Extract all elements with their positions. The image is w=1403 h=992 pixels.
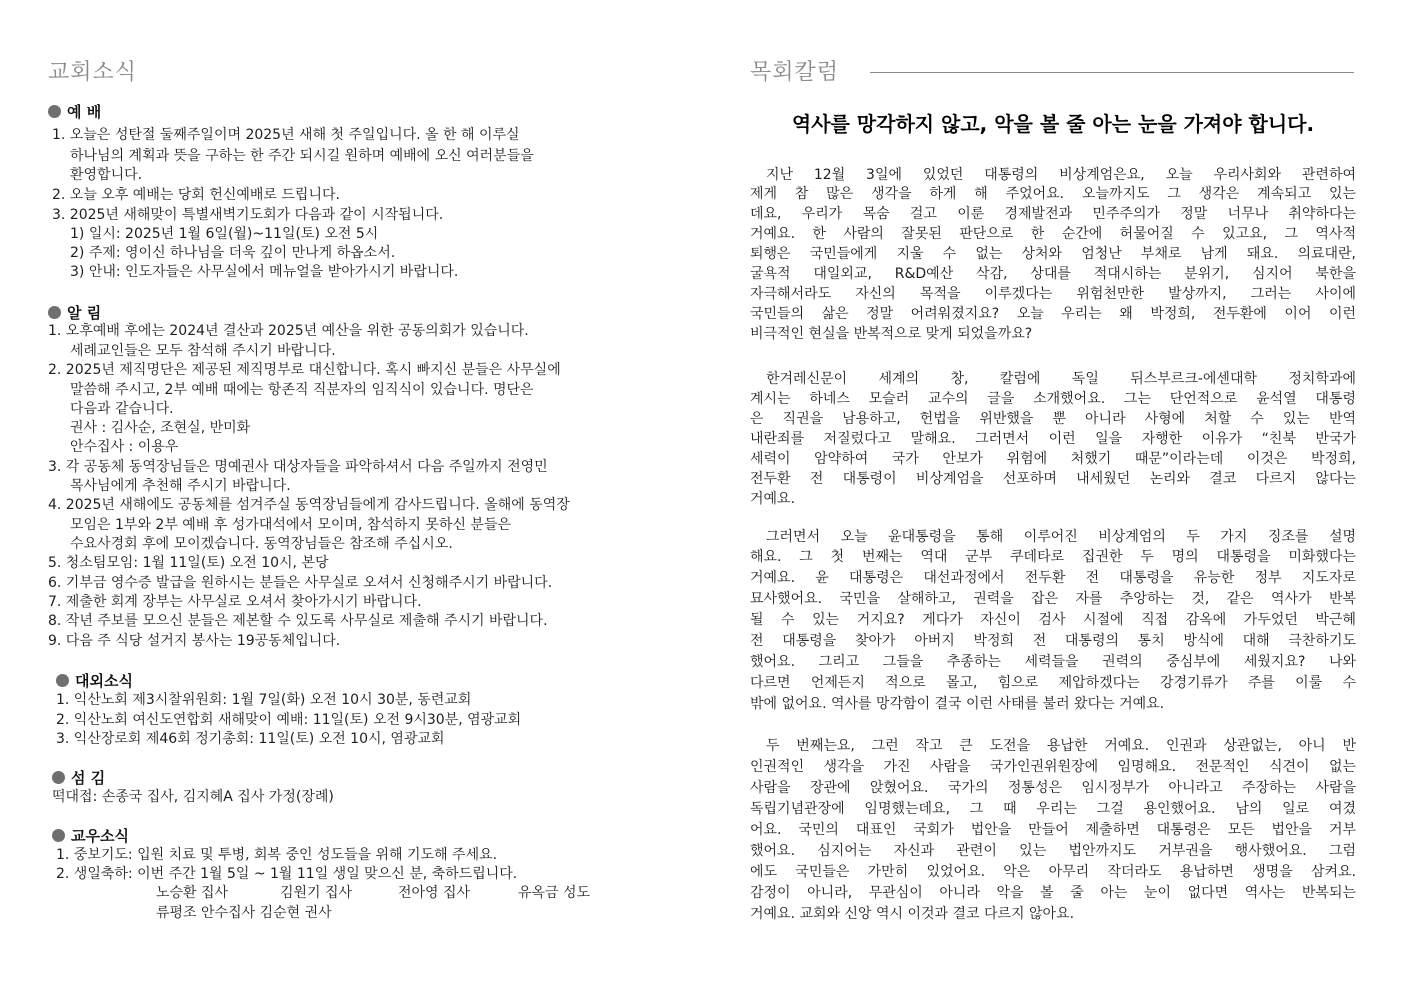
worship-line: 3) 안내: 인도자들은 사무실에서 메뉴얼을 받아가시기 바랍니다. [70, 264, 459, 280]
column-line: 은 직권을 남용하고, 헌법을 위반했을 뿐 아니라 사형에 처할 수 있는 반역 [750, 411, 1356, 427]
column-headline: 역사를 망각하지 않고, 악을 볼 줄 아는 눈을 가져야 합니다. [791, 112, 1315, 136]
members-news-heading: 교우소식 [52, 825, 129, 846]
column-line: 그러면서 오늘 윤대통령을 통해 이루어진 비상계엄의 두 가지 징조를 설명 [766, 529, 1356, 545]
notice-line: 모임은 1부와 2부 예배 후 성가대석에서 모이며, 참석하지 못하신 분들은 [70, 517, 511, 533]
bullet-icon [52, 829, 65, 842]
notice-line: 말씀해 주시고, 2부 예배 때에는 항존직 직분자의 임직식이 있습니다. 명단은 [70, 382, 534, 398]
worship-line: 3. 2025년 새해맞이 특별새벽기도회가 다음과 같이 시작됩니다. [52, 207, 444, 223]
external-news-line: 1. 익산노회 제3시찰위원회: 1월 7일(화) 오전 10시 30분, 동련교회 [56, 692, 472, 708]
notice-line: 다음과 같습니다. [70, 401, 174, 417]
column-line: 했어요. 그리고 그들을 추종하는 세력들을 권력의 중심부에 세웠지요? 나와 [750, 654, 1356, 670]
column-line: 내란죄를 저질렀다고 말해요. 그러면서 이런 일을 자행한 이유가 “친북 반국가 [750, 431, 1356, 447]
column-line: 거예요. [750, 491, 796, 507]
column-line: 계시는 하네스 모슬러 교수의 글을 소개했어요. 그는 단언적으로 윤석열 대통령 [750, 391, 1356, 407]
notice-line: 세례교인들은 모두 참석해 주시기 바랍니다. [70, 343, 336, 359]
column-line: 거예요. 교회와 신앙 역시 이것과 결코 다르지 않아요. [750, 906, 1075, 922]
notice-line: 5. 청소팀모임: 1월 11일(토) 오전 10시, 본당 [48, 555, 329, 571]
column-line: 굴욕적 대일외교, R&D예산 삭감, 상대를 적대시하는 분위기, 심지어 북한을 [750, 266, 1356, 282]
column-line: 국민들의 삶은 정말 어려워졌지요? 오늘 우리는 왜 박정희, 전두환에 이어 이런 [750, 306, 1356, 322]
birthday-name: 김원기 집사 [280, 885, 353, 901]
notice-line: 목사님에게 추천해 주시기 바랍니다. [70, 478, 291, 494]
notice-line: 4. 2025년 새해에도 공동체를 섬겨주실 동역장님들에게 감사드립니다. 올해에 동역장 [48, 497, 570, 513]
notice-line: 8. 작년 주보를 모으신 분들은 제본할 수 있도록 사무실로 제출해 주시기 바랍니다. [48, 613, 548, 629]
column-line: 제게 참 많은 생각을 하게 해 주었어요. 오늘까지도 그 생각은 계속되고 있는 [750, 186, 1356, 202]
birthday-name: 노승환 집사 [156, 885, 229, 901]
column-line: 에도 국민들은 가만히 있었어요. 악은 아무리 작더라도 용납하면 생명을 삼켜요. [750, 864, 1356, 880]
column-line: 비극적인 현실을 반복적으로 맞게 되었을까요? [750, 326, 1033, 342]
worship-line: 1) 일시: 2025년 1월 6일(월)~11일(토) 오전 5시 [70, 226, 379, 242]
pastor-column-title: 목회칼럼 [750, 60, 840, 85]
birthday-name: 류평조 안수집사 김순현 권사 [156, 905, 332, 921]
column-line: 될 수 있는 거지요? 게다가 자신이 검사 시절에 직접 감옥에 가두었던 박근혜 [750, 612, 1356, 628]
worship-line: 하나님의 계획과 뜻을 구하는 한 주간 되시길 원하며 예배에 오신 여러분들을 [70, 148, 534, 164]
notice-line: 2. 2025년 제직명단은 제공된 제직명부로 대신합니다. 혹시 빠지신 분들은 사무실에 [48, 362, 561, 378]
notice-line: 권사 : 김사순, 조현실, 반미화 [70, 420, 251, 436]
column-line: 두 번째는요, 그런 작고 큰 도전을 용납한 거예요. 인권과 상관없는, 아니 반 [766, 738, 1356, 754]
notice-line: 7. 제출한 회계 장부는 사무실로 오셔서 찾아가시기 바랍니다. [48, 594, 422, 610]
notice-heading: 알 림 [48, 302, 101, 323]
column-line: 데요, 우리가 목숨 걸고 이룬 경제발전과 민주주의가 정말 너무나 취약하다는 [750, 206, 1356, 222]
church-news-title: 교회소식 [48, 60, 138, 85]
column-line: 지난 12월 3일에 있었던 대통령의 비상계엄은요, 오늘 우리사회와 관련하여 [766, 167, 1356, 183]
external-news-line: 3. 익산장로회 제46회 정기총회: 11일(토) 오전 10시, 염광교회 [56, 731, 445, 747]
column-line: 어요. 국민의 대표인 국회가 법안을 만들어 제출하면 대통령은 모든 법안을 거부 [750, 822, 1356, 838]
members-news-line: 2. 생일축하: 이번 주간 1월 5일 ~ 1월 11일 생일 맞으신 분, 축하드립니다. [56, 866, 518, 882]
church-news-page [48, 0, 668, 992]
column-line: 인권적인 생각을 가진 사람을 국가인권위원장에 임명해요. 전문적인 식견이 없는 [750, 759, 1356, 775]
worship-heading: 예 배 [48, 101, 101, 122]
column-line: 퇴행은 국민들에게 지울 수 없는 상처와 엄청난 부채로 남게 돼요. 의료대란, [750, 246, 1356, 262]
column-line: 다르면 언제든지 적으로 몰고, 힘으로 제압하겠다는 강경기류가 주를 이룰 수 [750, 675, 1356, 691]
worship-line: 2) 주제: 영이신 하나님을 더욱 깊이 만나게 하옵소서. [70, 245, 396, 261]
column-line: 자극해서라도 자신의 목적을 이루겠다는 위험천만한 발상까지, 그러는 사이에 [750, 286, 1356, 302]
bullet-icon [48, 105, 61, 118]
column-line: 해요. 그 첫 번째는 역대 군부 쿠데타로 집권한 두 명의 대통령을 미화했다는 [750, 549, 1356, 565]
column-line: 거예요. 한 사람의 잘못된 판단으로 한 순간에 허물어질 수 있고요, 그 역사적 [750, 226, 1356, 242]
notice-line: 수요사경회 후에 모이겠습니다. 동역장님들은 참조해 주십시오. [70, 536, 453, 552]
column-line: 세력이 암약하여 국가 안보가 위험에 처했기 때문”이라는데 이것은 박정희, [750, 451, 1356, 467]
bullet-icon [56, 674, 69, 687]
service-line: 떡대접: 손종국 집사, 김지혜A 집사 가정(장례) [52, 789, 334, 805]
notice-line: 3. 각 공동체 동역장님들은 명예권사 대상자들을 파악하셔서 다음 주일까지 전영민 [48, 459, 548, 475]
birthday-name: 유옥금 성도 [518, 885, 591, 901]
birthday-name: 전아영 집사 [398, 885, 471, 901]
worship-line: 2. 오늘 오후 예배는 당회 헌신예배로 드립니다. [52, 187, 340, 203]
column-line: 사람을 장관에 앉혔어요. 국가의 정통성은 임시정부가 아니라고 주장하는 사람을 [750, 780, 1356, 796]
external-news-line: 2. 익산노회 여신도연합회 새해맞이 예배: 11일(토) 오전 9시30분, 염광교회 [56, 712, 522, 728]
column-line: 전두환 전 대통령이 비상계엄을 선포하며 내세웠던 논리와 결코 다르지 않다는 [750, 471, 1356, 487]
column-line: 밖에 없어요. 역사를 망각함이 결국 이런 사태를 불러 왔다는 거예요. [750, 696, 1165, 712]
column-line: 거예요. 윤 대통령은 대선과정에서 전두환 전 대통령을 유능한 정부 지도자로 [750, 570, 1356, 586]
column-line: 감정이 아니라, 무관심이 아니라 악을 볼 줄 아는 눈이 없다면 역사는 반복되는 [750, 885, 1356, 901]
bullet-icon [48, 306, 61, 319]
pastor-column-page [750, 0, 1356, 992]
column-line: 했어요. 심지어는 자신과 관련이 있는 법안까지도 거부권을 행사했어요. 그럼 [750, 843, 1356, 859]
external-news-heading: 대외소식 [56, 670, 133, 691]
column-line: 한겨레신문이 세계의 창, 칼럼에 독일 뒤스부르크-에센대학 정치학과에 [766, 371, 1356, 387]
column-line: 전 대통령을 찾아가 아버지 박정희 전 대통령의 통치 방식에 대해 극찬하기도 [750, 633, 1356, 649]
column-line: 묘사했어요. 국민을 살해하고, 권력을 잡은 자를 추앙하는 것, 같은 역사가 반복 [750, 591, 1356, 607]
notice-line: 1. 오후예배 후에는 2024년 결산과 2025년 예산을 위한 공동의회가 있습니다. [48, 323, 529, 339]
notice-line: 안수집사 : 이용우 [70, 439, 179, 455]
column-line: 독립기념관장에 임명했는데요, 그 때 우리는 그걸 용인했어요. 남의 일로 여겼 [750, 801, 1356, 817]
worship-line: 환영합니다. [70, 167, 143, 183]
worship-line: 1. 오늘은 성탄절 둘째주일이며 2025년 새해 첫 주일입니다. 올 한 해 이루실 [52, 127, 520, 143]
title-divider [870, 72, 1354, 73]
members-news-line: 1. 중보기도: 입원 치료 및 투병, 회복 중인 성도들을 위해 기도해 주세요. [56, 847, 498, 863]
service-heading: 섬 김 [52, 767, 105, 788]
notice-line: 9. 다음 주 식당 설거지 봉사는 19공동체입니다. [48, 633, 341, 649]
notice-line: 6. 기부금 영수증 발급을 원하시는 분들은 사무실로 오셔서 신청해주시기 바랍니다. [48, 575, 553, 591]
bullet-icon [52, 771, 65, 784]
